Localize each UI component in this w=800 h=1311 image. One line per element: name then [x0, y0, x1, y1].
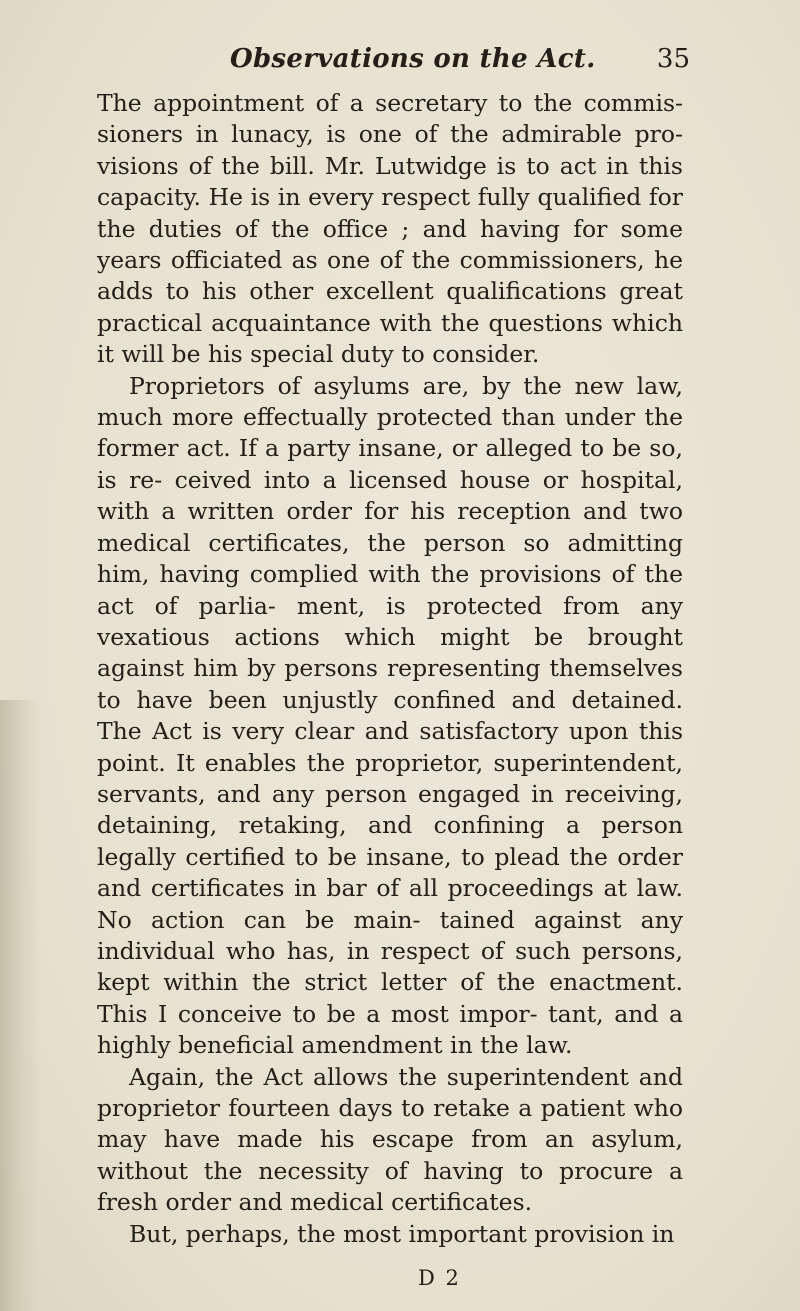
paragraph-4: But, perhaps, the most important provision in: [129, 1219, 675, 1248]
page-gutter-shadow: [0, 700, 40, 1311]
running-title: Observations on the Act.: [230, 44, 596, 74]
signature-mark: D 2: [418, 1266, 461, 1290]
body-text: [97, 88, 683, 1250]
paragraph-1: The appointment of a secretary to the commis- sioners in lunacy, is one of the admirable pro- visions of the bill. Mr. Lutwidge is to act in this capacity. He is in every respect fully qualified for the duties of the office ; and having for some years officiated as one of the commissioners, he adds to his other excellent qualifications great practical acquaintance with the questions which it will be his special duty to consider.: [97, 89, 683, 369]
paragraph-2: Proprietors of asylums are, by the new law, much more effectually protected than under the former act. If a party insane, or alleged to be so, is re- ceived into a licensed house or hospital, with a written order for his reception and two medical certificates, the person so admitting him, having complied with the provisions of the act of parlia- ment, is protected from any vexatious actions which might be brought against him by persons representing themselves to have been unjustly confined and detained. The Act is very clear and satisfactory upon this point. It enables the proprietor, superintendent, servants, and any person engaged in receiving, detaining, retaking, and confining a person legally certified to be insane, to plead the order and certificates in bar of all proceedings at law. No action can be main- tained against any individual who has, in respect of such persons, kept within the strict letter of the enactment. This I conceive to be a most impor- tant, and a highly beneficial amendment in the law.: [97, 371, 683, 1060]
running-head: [230, 44, 690, 78]
paragraph-3: Again, the Act allows the superintendent and proprietor fourteen days to retake a patient who may have made his escape from an asylum, without the necessity of having to procure a fresh order and medical certificates.: [97, 1062, 683, 1217]
page-number: 35: [656, 44, 690, 74]
